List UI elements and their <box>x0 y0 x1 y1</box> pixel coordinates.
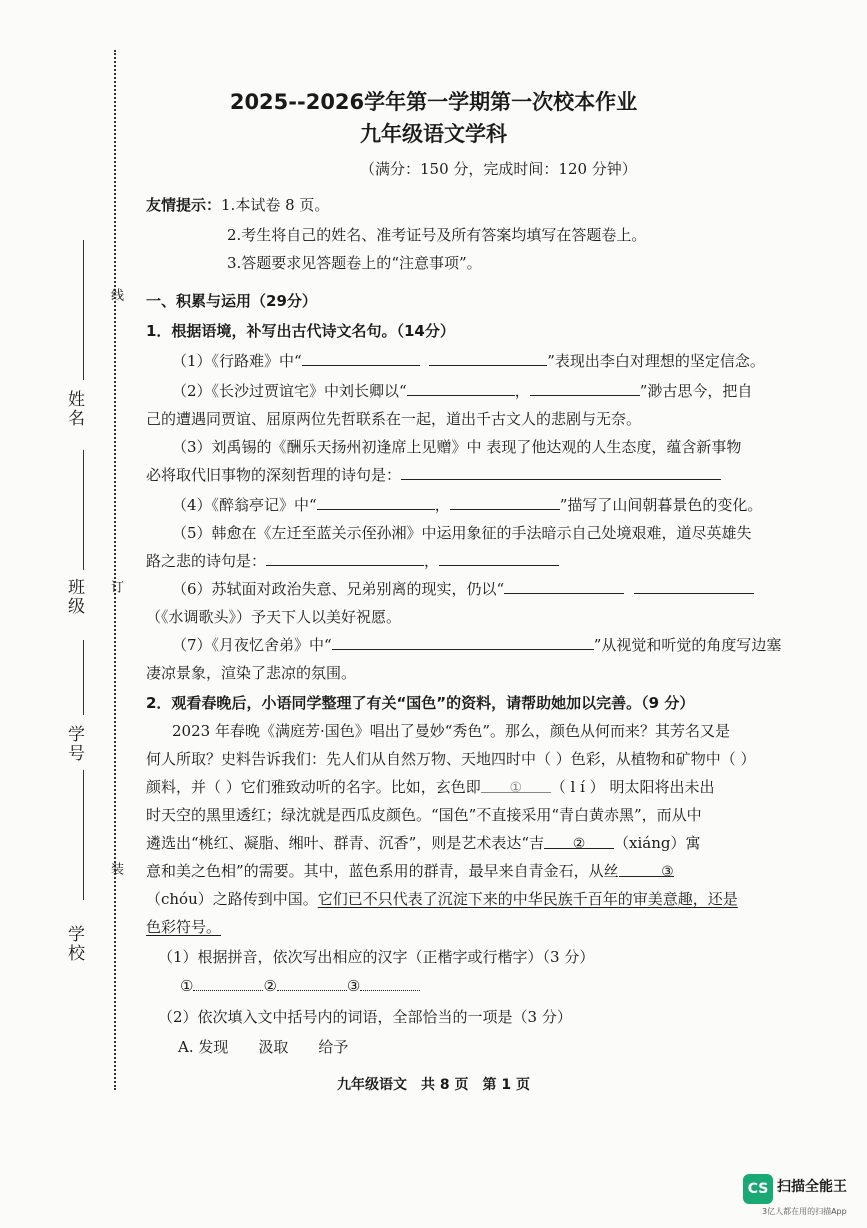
tip-item: 1.本试卷 8 页。 <box>221 196 330 214</box>
binding-mark-ding: 订 <box>108 580 123 593</box>
pinyin-blank-2[interactable]: ② <box>544 834 614 849</box>
page-footer: 九年级语文 共 8 页 第 1 页 <box>337 1077 530 1093</box>
q1-item-6: （6）苏轼面对政治失意、兄弟别离的现实，仍以“ <box>172 578 754 599</box>
answer-blank[interactable] <box>504 579 624 594</box>
answer-blank[interactable] <box>450 495 560 510</box>
answer-blank[interactable] <box>317 495 435 510</box>
binding-mark-zhuang: 装 <box>108 862 123 875</box>
id-label: 学号 <box>64 725 84 763</box>
passage-line: 时天空的黑里透红；绿沈就是西瓜皮颜色。“国色”不直接采用“青白黄赤黑”，而从中 <box>146 806 702 824</box>
passage-line: 遴选出“桃红、凝脂、缃叶、群青、沉香”，则是艺术表达“吉 ② （xiáng）寓 <box>146 834 701 852</box>
section-heading: 一、积累与运用（29分） <box>146 292 317 310</box>
answer-blank[interactable] <box>277 976 347 991</box>
q1-item-7-cont: 凄凉景象，渲染了悲凉的氛围。 <box>146 664 357 682</box>
q1-item-7: （7）《月夜忆舍弟》中“ ”从视觉和听觉的角度写边塞 <box>172 636 782 654</box>
sub-question-2: （2）依次填入文中括号内的词语，全部恰当的一项是（3 分） <box>158 1008 572 1026</box>
binding-mark-xian: 线 <box>108 288 123 301</box>
answer-blank[interactable] <box>634 579 754 594</box>
passage-line: 颜料，并（ ）它们雅致动听的名字。比如，玄色即 ① （ l í ） 明太阳将出未出 <box>146 778 715 796</box>
answer-blank[interactable] <box>302 351 420 366</box>
passage-line: 2023 年春晚《满庭芳·国色》唱出了曼妙“秀色”。那么，颜色从何而来？其芳名又是 <box>172 722 731 740</box>
name-label: 姓名 <box>64 390 84 428</box>
school-label: 学校 <box>64 925 84 963</box>
passage-line: 何人所取？史料告诉我们：先人们从自然万物、天地四时中（ ）色彩，从植物和矿物中（ ） <box>146 750 756 768</box>
sub-question-1: （1）根据拼音，依次写出相应的汉字（正楷字或行楷字）（3 分） <box>158 948 595 966</box>
pinyin-blank-3[interactable]: ③ <box>619 862 674 877</box>
answer-blank[interactable] <box>407 381 515 396</box>
answer-blank[interactable] <box>429 351 547 366</box>
school-field-line[interactable] <box>83 770 84 900</box>
passage-line: 意和美之色相”的需要。其中，蓝色系用的群青，最早来自青金石，从丝 ③ <box>146 862 674 880</box>
page-title: 2025--2026学年第一学期第一次校本作业 <box>229 90 638 114</box>
option-a[interactable]: A. 发现 汲取 给予 <box>178 1038 349 1056</box>
answer-blank[interactable] <box>360 976 420 991</box>
tip-item: 3.答题要求见答题卷上的“注意事项”。 <box>227 254 482 272</box>
answer-blank[interactable] <box>530 381 640 396</box>
question-1-stem: 1．根据语境，补写出古代诗文名句。（14分） <box>146 322 455 340</box>
tip-item: 2.考生将自己的姓名、准考证号及所有答案均填写在答题卷上。 <box>227 226 647 244</box>
answer-blank[interactable] <box>193 976 263 991</box>
q1-item-3: （3）刘禹锡的《酬乐天扬州初逢席上见赠》中 表现了他达观的人生态度，蕴含新事物 <box>172 438 742 456</box>
answer-blank[interactable] <box>439 551 559 566</box>
class-label: 班级 <box>64 578 84 616</box>
pinyin-blank-1[interactable]: ① <box>481 778 551 793</box>
scanner-slogan: 3亿人都在用的扫描App <box>762 1207 847 1216</box>
q1-item-4: （4）《醉翁亭记》中“ ， ”描写了山间朝暮景色的变化。 <box>172 496 763 514</box>
q1-item-1: （1）《行路难》中“ ”表现出李白对理想的坚定信念。 <box>172 352 765 370</box>
q1-item-2: （2）《长沙过贾谊宅》中刘长卿以“ ， ”渺古思今，把自 <box>172 382 753 400</box>
scanner-brand: 扫描全能王 <box>777 1179 847 1195</box>
binding-dotted-line <box>114 50 116 1090</box>
answer-blank[interactable] <box>332 635 594 650</box>
camscanner-logo: CS <box>743 1174 773 1204</box>
underlined-sentence-cont: 色彩符号。 <box>146 918 222 936</box>
q1-item-2-cont: 己的遭遇同贾谊、屈原两位先哲联系在一起，道出千古文人的悲剧与无奈。 <box>146 410 642 428</box>
class-field-line[interactable] <box>83 450 84 570</box>
tips-label: 友情提示： <box>146 196 222 214</box>
underlined-sentence: 它们已不只代表了沉淀下来的中华民族千百年的审美意趣，还是 <box>317 890 738 908</box>
answer-blank[interactable] <box>266 551 424 566</box>
score-info: （满分：150 分，完成时间：120 分钟） <box>360 160 637 178</box>
page-subtitle: 九年级语文学科 <box>360 122 507 146</box>
sub1-answer-slots: ① ② ③ <box>180 976 420 995</box>
answer-blank[interactable] <box>401 465 721 480</box>
q1-item-5: （5）韩愈在《左迁至蓝关示侄孙湘》中运用象征的手法暗示自己处境艰难，道尽英雄失 <box>172 524 752 542</box>
name-field-line[interactable] <box>83 240 84 380</box>
q1-item-6-cont: （《水调歌头》）予天下人以美好祝愿。 <box>146 608 402 626</box>
question-2-stem: 2．观看春晚后，小语同学整理了有关“国色”的资料，请帮助她加以完善。（9 分） <box>146 694 695 712</box>
passage-line: （chóu）之路传到中国。它们已不只代表了沉淀下来的中华民族千百年的审美意趣，还是 <box>146 890 738 908</box>
q1-item-5-cont: 路之悲的诗句是： ， <box>146 550 559 571</box>
id-field-line[interactable] <box>83 640 84 715</box>
q1-item-3-cont: 必将取代旧事物的深刻哲理的诗句是： <box>146 464 721 485</box>
